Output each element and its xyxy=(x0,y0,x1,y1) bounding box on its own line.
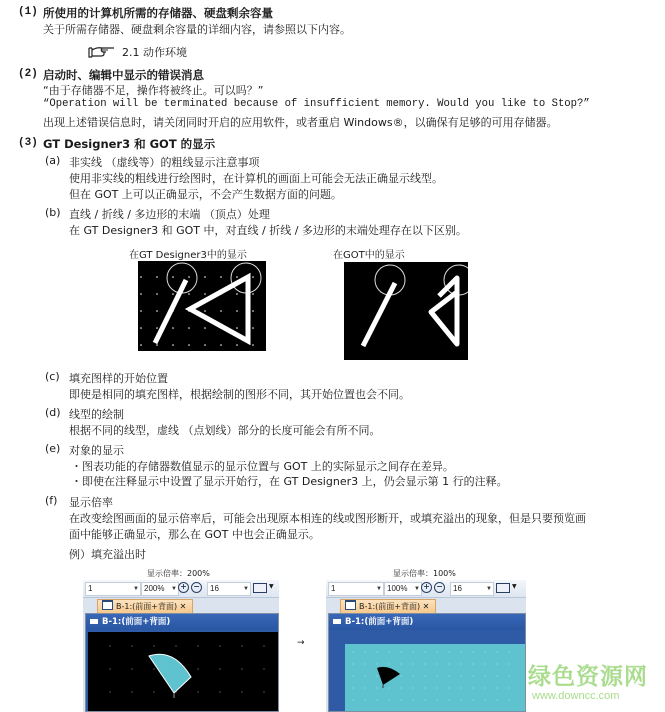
grid-combo[interactable]: 16 ▼ xyxy=(207,582,251,596)
section-1-text: 关于所需存储器、硬盘剩余容量的详细内容，请参照以下内容。 xyxy=(43,23,351,36)
drawing-canvas[interactable] xyxy=(88,632,278,711)
item-a-title: 非实线 （虚线等）的粗线显示注意事项 xyxy=(69,156,260,169)
reference-link[interactable] xyxy=(88,41,187,63)
toolbar xyxy=(83,580,279,598)
got-line-end-figure xyxy=(344,262,468,360)
dropdown-arrow-icon: ▼ xyxy=(171,586,177,592)
close-icon[interactable]: ✕ xyxy=(179,602,187,611)
screen-tab[interactable]: B-1:(前面+背面) ✕ xyxy=(97,599,193,613)
watermark-url: www.downcc.com xyxy=(532,690,620,702)
zoom-in-icon[interactable]: + xyxy=(178,582,189,593)
zoom-caption-200: 显示倍率：200% xyxy=(147,569,210,578)
window-title: B-1:(前面+背面) xyxy=(86,614,278,630)
item-c-line-1: 即使是相同的填充图样，根据绘制的图形不同，其开始位置也会不同。 xyxy=(69,388,410,401)
screen-200-percent xyxy=(83,580,279,712)
screen-number-combo[interactable]: 1 ▼ xyxy=(85,582,141,596)
error-message-en: “Operation will be terminated because of insufficient memory. Would you like to Stop?” xyxy=(43,98,590,110)
section-2-number: (2) xyxy=(18,68,38,80)
zoom-combo[interactable]: 100% ▼ xyxy=(384,582,422,596)
item-c-number: (c) xyxy=(45,370,60,383)
dropdown-arrow-icon: ▼ xyxy=(486,586,492,592)
item-b-number: (b) xyxy=(45,206,61,219)
drawing-area xyxy=(331,632,525,711)
section-2-title: 启动时、编辑中显示的错误消息 xyxy=(43,68,204,82)
designer-line-end-figure xyxy=(138,261,266,351)
item-d-line-1: 根据不同的线型，虚线 （点划线）部分的长度可能会有所不同。 xyxy=(69,424,381,437)
item-f-number: (f) xyxy=(45,494,58,507)
window-icon xyxy=(333,619,341,624)
watermark-name: 绿色资源网 xyxy=(528,664,648,690)
item-c-title: 填充图样的开始位置 xyxy=(69,372,168,385)
screen-tab[interactable]: B-1:(前面+背面) ✕ xyxy=(340,599,436,613)
section-3-title: GT Designer3 和 GOT 的显示 xyxy=(43,137,216,151)
section-3-number: (3) xyxy=(18,137,38,149)
window-icon xyxy=(345,600,356,610)
item-e-number: (e) xyxy=(45,442,61,455)
display-mode-icon[interactable] xyxy=(253,583,267,593)
pointing-hand-icon xyxy=(88,44,116,63)
zoom-combo[interactable]: 200% ▼ xyxy=(141,582,179,596)
screen-100-percent xyxy=(326,580,526,712)
figure-caption-got: 在GOT中的显示 xyxy=(333,250,405,261)
display-mode-icon[interactable] xyxy=(496,583,510,593)
dropdown-arrow-icon: ▼ xyxy=(414,586,420,592)
screen-window xyxy=(328,613,526,712)
window-icon xyxy=(102,600,113,610)
section-1-title: 所使用的计算机所需的存储器、硬盘剩余容量 xyxy=(43,6,273,20)
dropdown-arrow-icon: ▼ xyxy=(133,586,139,592)
dropdown-arrow-icon[interactable]: ▼ xyxy=(512,583,517,590)
error-message-cn: “由于存储器不足，操作将被终止。可以吗？” xyxy=(43,84,264,97)
item-f-line-2: 面中能够正确显示，那么在 GOT 中也会正确显示。 xyxy=(69,528,320,541)
toolbar xyxy=(326,580,526,598)
item-f-title: 显示倍率 xyxy=(69,496,113,509)
grid-combo[interactable]: 16 ▼ xyxy=(450,582,494,596)
screen-window xyxy=(85,613,279,712)
item-d-number: (d) xyxy=(45,406,61,419)
figure-caption-designer: 在GT Designer3中的显示 xyxy=(129,250,247,261)
dropdown-arrow-icon[interactable]: ▼ xyxy=(269,583,274,590)
item-a-number: (a) xyxy=(45,154,61,167)
item-d-title: 线型的绘制 xyxy=(69,408,124,421)
section-2-advice: 出现上述错误信息时，请关闭同时开启的应用软件，或者重启 Windows®，以确保有足够的可用存储器。 xyxy=(43,116,558,129)
dropdown-arrow-icon: ▼ xyxy=(243,586,249,592)
watermark xyxy=(528,658,648,702)
drawing-canvas[interactable] xyxy=(345,644,525,711)
item-a-line-1: 使用非实线的粗线进行绘图时，在计算机的画面上可能会无法正确显示线型。 xyxy=(69,172,443,185)
window-title: B-1:(前面+背面) xyxy=(329,614,525,630)
zoom-out-icon[interactable]: − xyxy=(434,582,445,593)
item-e-title: 对象的显示 xyxy=(69,444,124,457)
zoom-caption-100: 显示倍率：100% xyxy=(393,569,456,578)
arrow-icon: → xyxy=(297,638,305,648)
item-b-line-1: 在 GT Designer3 和 GOT 中，对直线 / 折线 / 多边形的末端处理存在以下区别。 xyxy=(69,224,467,237)
item-b-title: 直线 / 折线 / 多边形的末端 （顶点）处理 xyxy=(69,208,270,221)
zoom-out-icon[interactable]: − xyxy=(191,582,202,593)
item-a-line-2: 但在 GOT 上可以正确显示，不会产生数据方面的问题。 xyxy=(69,188,342,201)
close-icon[interactable]: ✕ xyxy=(422,602,430,611)
item-e-bullet-1: ・图表功能的存储器数值显示的显示位置与 GOT 上的实际显示之间存在差异。 xyxy=(71,460,454,473)
bullet-icon: ・ xyxy=(71,475,82,488)
window-icon xyxy=(90,619,98,624)
bullet-icon: ・ xyxy=(71,460,82,473)
item-e-bullet-2: ・即使在注释显示中设置了显示开始行，在 GT Designer3 上，仍会显示第 1 行的注释。 xyxy=(71,475,508,488)
reference-text: 2.1 动作环境 xyxy=(122,46,187,59)
item-f-line-1: 在改变绘图画面的显示倍率后，可能会出现原本相连的线或图形断开，或填充溢出的现象，但是只要预览画 xyxy=(69,512,586,525)
zoom-in-icon[interactable]: + xyxy=(421,582,432,593)
section-1-number: (1) xyxy=(18,6,38,18)
screen-number-combo[interactable]: 1 ▼ xyxy=(328,582,384,596)
item-f-example: 例）填充溢出时 xyxy=(69,548,146,561)
dropdown-arrow-icon: ▼ xyxy=(376,586,382,592)
